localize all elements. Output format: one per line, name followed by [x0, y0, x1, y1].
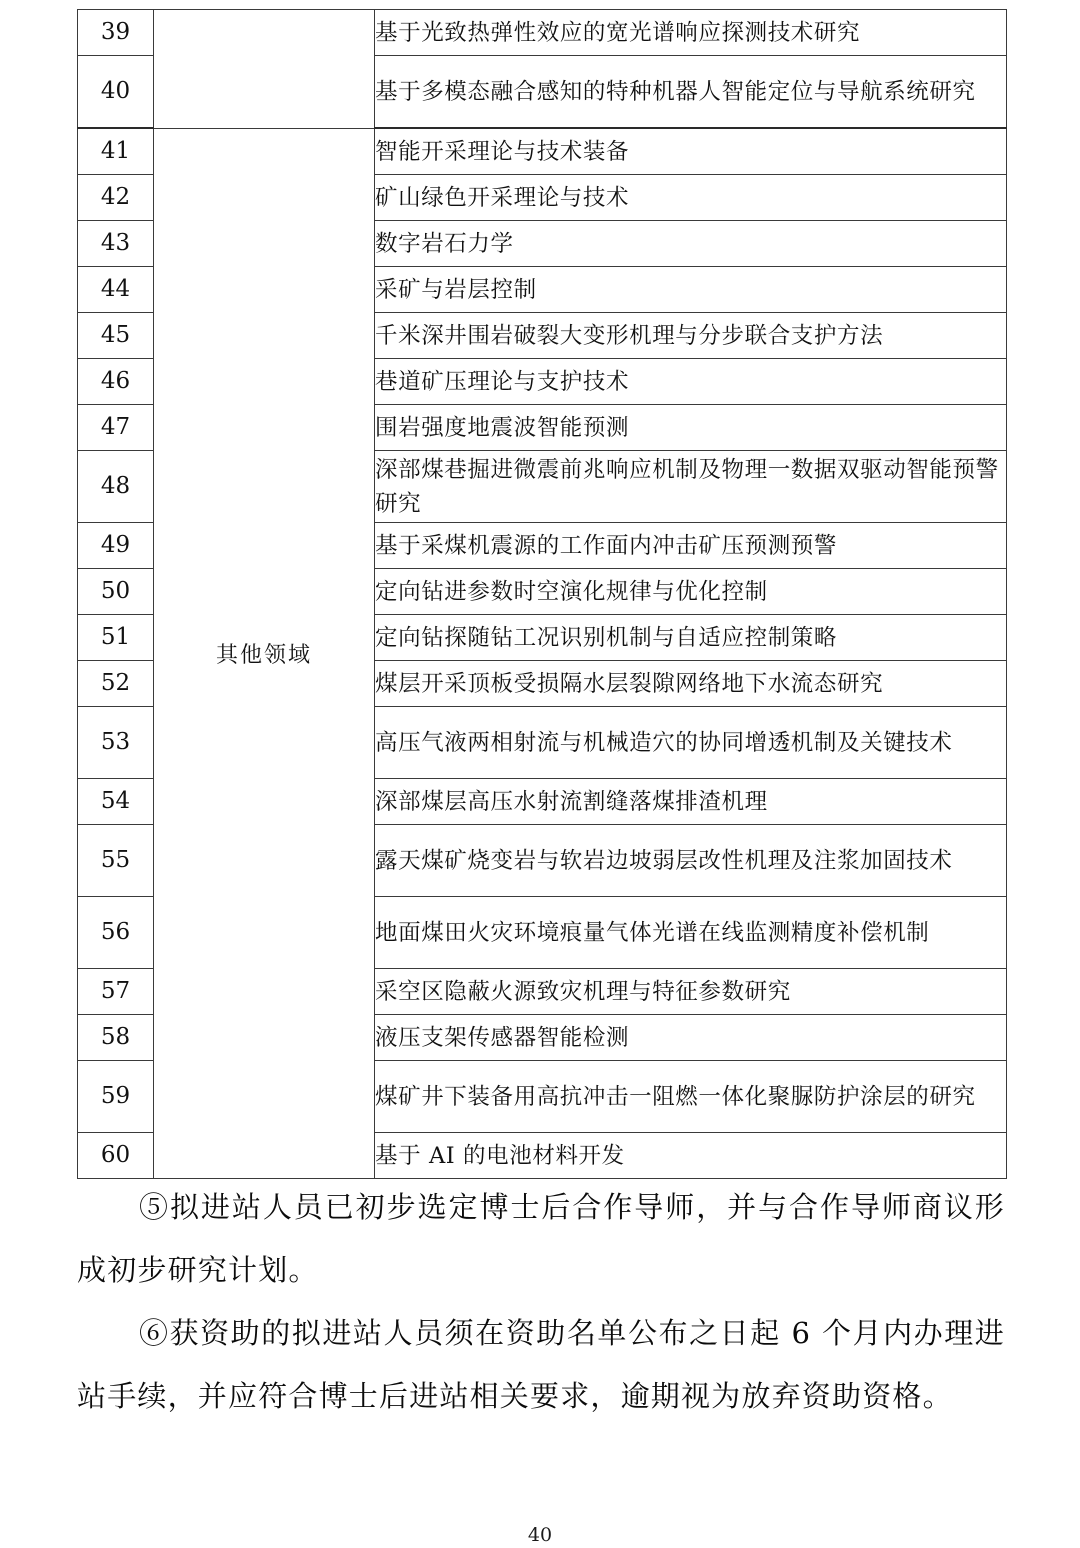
- topic-cell: 围岩强度地震波智能预测: [375, 405, 1007, 451]
- topic-cell: 高压气液两相射流与机械造穴的协同增透机制及关键技术: [375, 707, 1007, 779]
- row-number-cell: 50: [78, 569, 154, 615]
- topic-cell: 露天煤矿烧变岩与软岩边坡弱层改性机理及注浆加固技术: [375, 825, 1007, 897]
- topic-cell: 采矿与岩层控制: [375, 267, 1007, 313]
- row-number-cell: 39: [78, 10, 154, 56]
- topic-cell: 定向钻进参数时空演化规律与优化控制: [375, 569, 1007, 615]
- table-row: [78, 128, 1007, 175]
- row-number-cell: 43: [78, 221, 154, 267]
- row-number-cell: 46: [78, 359, 154, 405]
- topic-cell: 基于采煤机震源的工作面内冲击矿压预测预警: [375, 523, 1007, 569]
- topic-cell: 智能开采理论与技术装备: [375, 128, 1007, 175]
- research-topics-table: [77, 9, 1007, 1179]
- field-cell-empty: [154, 10, 375, 129]
- paragraph-item-6: ⑥获资助的拟进站人员须在资助名单公布之日起 6 个月内办理进站手续，并应符合博士后进站相关要求，逾期视为放弃资助资格。: [77, 1316, 1005, 1413]
- topic-cell: 千米深井围岩破裂大变形机理与分步联合支护方法: [375, 313, 1007, 359]
- row-number-cell: 60: [78, 1133, 154, 1179]
- row-number-cell: 54: [78, 779, 154, 825]
- table-row: [78, 10, 1007, 56]
- row-number-cell: 51: [78, 615, 154, 661]
- row-number-cell: 49: [78, 523, 154, 569]
- row-number-cell: 40: [78, 56, 154, 129]
- row-number-cell: 48: [78, 451, 154, 523]
- topic-cell: 深部煤层高压水射流割缝落煤排渣机理: [375, 779, 1007, 825]
- topic-cell: 矿山绿色开采理论与技术: [375, 175, 1007, 221]
- paragraph-item-5: ⑤拟进站人员已初步选定博士后合作导师，并与合作导师商议形成初步研究计划。: [77, 1190, 1005, 1287]
- topic-cell: 巷道矿压理论与支护技术: [375, 359, 1007, 405]
- topic-cell: 深部煤巷掘进微震前兆响应机制及物理一数据双驱动智能预警研究: [375, 451, 1007, 523]
- topic-cell: 地面煤田火灾环境痕量气体光谱在线监测精度补偿机制: [375, 897, 1007, 969]
- row-number-cell: 58: [78, 1015, 154, 1061]
- row-number-cell: 59: [78, 1061, 154, 1133]
- field-cell-other-domain: 其他领域: [154, 128, 375, 1179]
- row-number-cell: 57: [78, 969, 154, 1015]
- topic-cell: 煤层开采顶板受损隔水层裂隙网络地下水流态研究: [375, 661, 1007, 707]
- row-number-cell: 41: [78, 128, 154, 175]
- row-number-cell: 44: [78, 267, 154, 313]
- topic-cell: 基于光致热弹性效应的宽光谱响应探测技术研究: [375, 10, 1007, 56]
- topic-cell: 采空区隐蔽火源致灾机理与特征参数研究: [375, 969, 1007, 1015]
- table-body: [78, 10, 1007, 1179]
- row-number-cell: 55: [78, 825, 154, 897]
- research-topics-table-wrapper: [77, 9, 1006, 1179]
- topic-cell: 基于多模态融合感知的特种机器人智能定位与导航系统研究: [375, 56, 1007, 129]
- page-number: 40: [527, 1524, 553, 1546]
- topic-cell: 煤矿井下装备用高抗冲击一阻燃一体化聚脲防护涂层的研究: [375, 1061, 1007, 1133]
- row-number-cell: 53: [78, 707, 154, 779]
- topic-cell: 液压支架传感器智能检测: [375, 1015, 1007, 1061]
- topic-cell: 基于 AI 的电池材料开发: [375, 1133, 1007, 1179]
- row-number-cell: 45: [78, 313, 154, 359]
- topic-cell: 数字岩石力学: [375, 221, 1007, 267]
- row-number-cell: 56: [78, 897, 154, 969]
- row-number-cell: 52: [78, 661, 154, 707]
- row-number-cell: 42: [78, 175, 154, 221]
- row-number-cell: 47: [78, 405, 154, 451]
- topic-cell: 定向钻探随钻工况识别机制与自适应控制策略: [375, 615, 1007, 661]
